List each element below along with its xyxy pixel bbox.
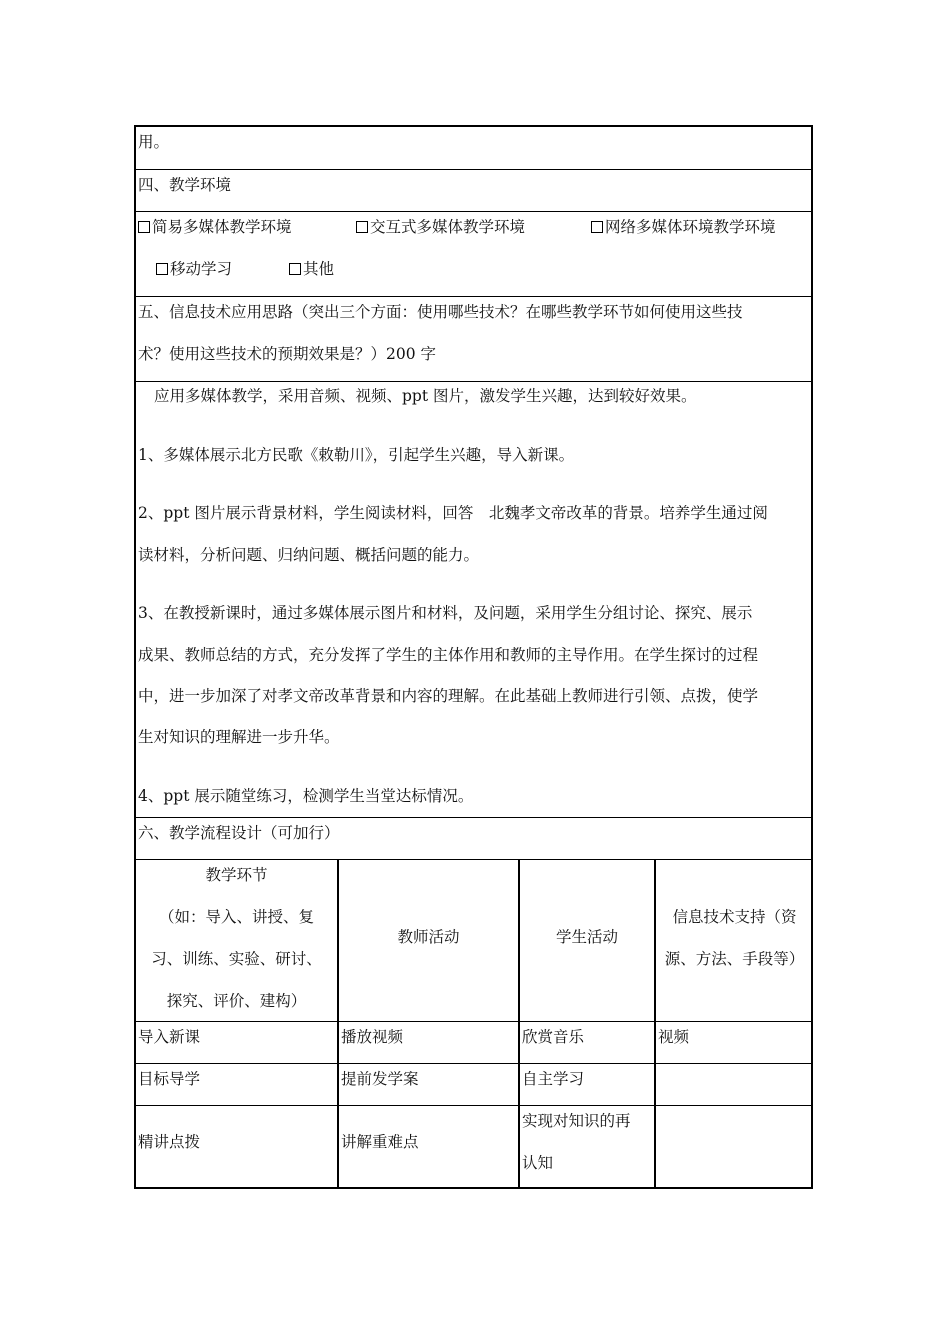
- header-student-activity: 学生活动: [555, 928, 618, 946]
- checkbox-icon[interactable]: [138, 221, 150, 233]
- section5-body-row: [136, 382, 811, 818]
- header-teacher-activity: 教师活动: [397, 928, 460, 946]
- environment-options-row: [136, 212, 811, 297]
- continuation-row: [136, 127, 811, 170]
- column-divider: [654, 1106, 656, 1189]
- option-mobile-learning[interactable]: 移动学习: [156, 259, 232, 279]
- header-tech-support: 信息技术支持（资 源、方法、手段等）: [664, 908, 805, 968]
- section5-paragraph-3-line3: 中，进一步加深了对孝文帝改革背景和内容的理解。在此基础上教师进行引领、点拨，使学: [138, 687, 759, 705]
- section5-title-row: [136, 297, 811, 382]
- teacher-cell: 提前发学案: [341, 1070, 419, 1088]
- table-row: [136, 1106, 811, 1189]
- tech-cell: 视频: [658, 1028, 690, 1046]
- section5-intro: 应用多媒体教学，采用音频、视频、ppt 图片，激发学生兴趣，达到较好效果。: [154, 387, 697, 405]
- column-divider: [337, 1064, 339, 1105]
- checkbox-icon[interactable]: [356, 221, 368, 233]
- option-other[interactable]: 其他: [289, 259, 334, 279]
- table-row: [136, 1064, 811, 1106]
- section5-paragraph-2-line2: 读材料，分析问题、归纳问题、概括问题的能力。: [138, 546, 480, 564]
- header-stage: 教学环节 （如：导入、讲授、复 习、训练、实验、研讨、 探究、评价、建构）: [151, 866, 322, 1010]
- column-divider: [518, 1106, 520, 1189]
- column-divider: [654, 1064, 656, 1105]
- section5-paragraph-4: 4、ppt 展示随堂练习，检测学生当堂达标情况。: [138, 787, 474, 805]
- checkbox-icon[interactable]: [156, 263, 168, 275]
- option-interactive-multimedia[interactable]: 交互式多媒体教学环境: [356, 217, 525, 237]
- stage-cell: 精讲点拨: [138, 1133, 201, 1151]
- section5-paragraph-1: 1、多媒体展示北方民歌《敕勒川》，引起学生兴趣，导入新课。: [138, 446, 575, 464]
- section5-paragraph-3-line2: 成果、教师总结的方式，充分发挥了学生的主体作用和教师的主导作用。在学生探讨的过程: [138, 646, 759, 664]
- option-network-multimedia[interactable]: 网络多媒体环境教学环境: [591, 217, 776, 237]
- section5-title-line1: 五、信息技术应用思路（突出三个方面：使用哪些技术？在哪些教学环节如何使用这些技: [138, 303, 743, 321]
- teacher-cell: 讲解重难点: [341, 1133, 419, 1151]
- stage-cell: 导入新课: [138, 1028, 201, 1046]
- lesson-plan-table: [134, 125, 813, 1189]
- column-divider: [518, 1022, 520, 1063]
- table-row: [136, 1022, 811, 1064]
- column-divider: [518, 1064, 520, 1105]
- section5-paragraph-2-line1: 2、ppt 图片展示背景材料，学生阅读材料，回答 北魏孝文帝改革的背景。培养学生通过阅: [138, 504, 768, 522]
- student-cell: 实现对知识的再 认知: [522, 1112, 631, 1172]
- checkbox-icon[interactable]: [289, 263, 301, 275]
- teacher-cell: 播放视频: [341, 1028, 404, 1046]
- section4-title-row: [136, 170, 811, 212]
- column-divider: [654, 1022, 656, 1063]
- checkbox-icon[interactable]: [591, 221, 603, 233]
- continuation-text: 用。: [138, 133, 170, 151]
- stage-cell: 目标导学: [138, 1070, 201, 1088]
- section5-paragraph-3-line1: 3、在教授新课时，通过多媒体展示图片和材料，及问题，采用学生分组讨论、探究、展示: [138, 604, 753, 622]
- column-divider: [337, 1106, 339, 1189]
- section5-paragraph-3-line4: 生对知识的理解进一步升华。: [138, 728, 340, 746]
- flow-table-header-row: [136, 860, 811, 1022]
- section5-title-line2: 术？使用这些技术的预期效果是？）200 字: [138, 345, 437, 363]
- student-cell: 欣赏音乐: [522, 1028, 585, 1046]
- column-divider: [337, 1022, 339, 1063]
- section4-title: 四、教学环境: [138, 176, 232, 194]
- student-cell: 自主学习: [522, 1070, 585, 1088]
- option-simple-multimedia[interactable]: 简易多媒体教学环境: [138, 217, 292, 237]
- section6-title-row: [136, 818, 811, 860]
- section6-title: 六、教学流程设计（可加行）: [138, 824, 340, 842]
